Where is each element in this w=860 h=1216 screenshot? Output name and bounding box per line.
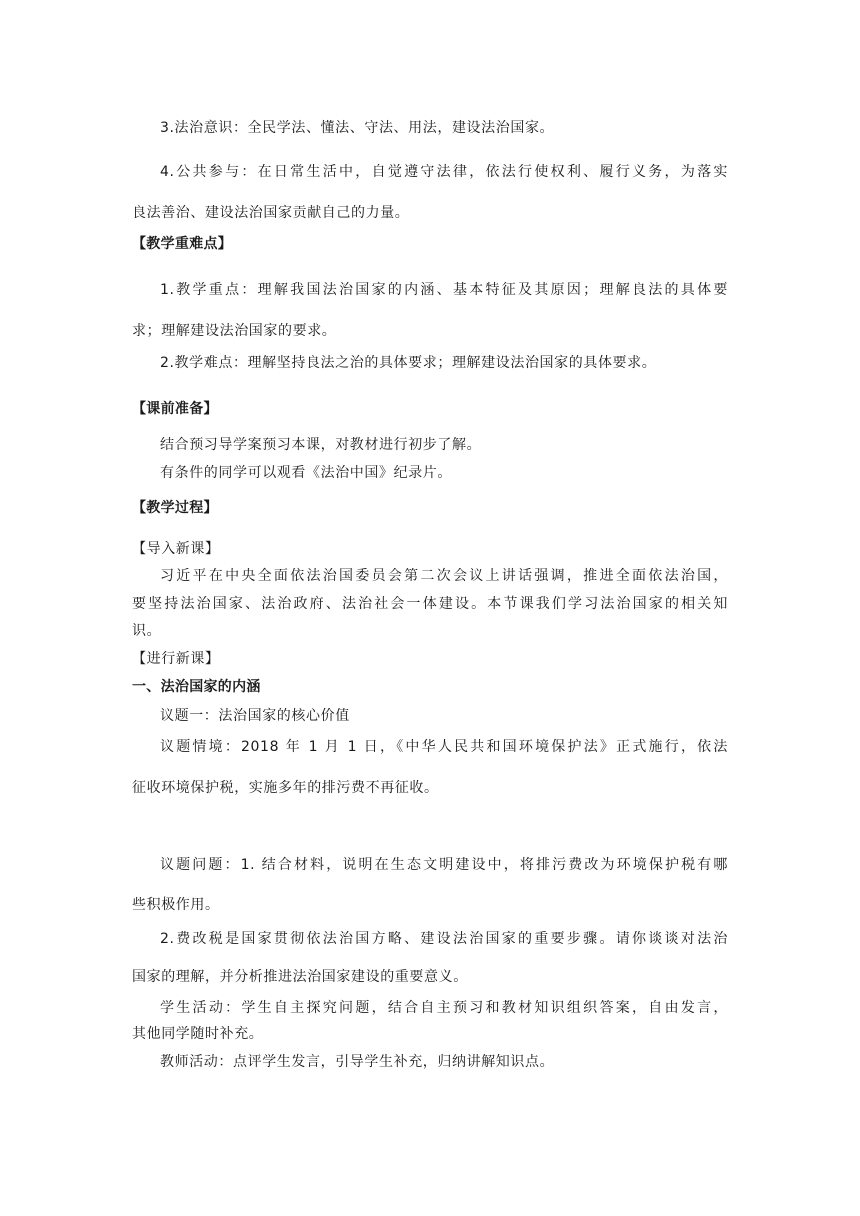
new-lesson-heading: 【进行新课】 — [132, 651, 220, 667]
key-point-2: 2.教学难点：理解坚持良法之治的具体要求；理解建设法治国家的具体要求。 — [160, 355, 657, 371]
question-1-line-2: 些积极作用。 — [132, 897, 220, 913]
topic-1: 议题一：法治国家的核心价值 — [160, 708, 350, 724]
preparation-line-1: 结合预习导学案预习本课，对教材进行初步了解。 — [160, 437, 482, 453]
objective-item-3: 3.法治意识：全民学法、懂法、守法、用法，建设法治国家。 — [160, 120, 555, 136]
intro-line-2: 要坚持法治国家、法治政府、法治社会一体建设。本节课我们学习法治国家的相关知 — [132, 596, 728, 612]
student-activity-line-2: 其他同学随时补充。 — [132, 1026, 264, 1042]
question-1-line-1: 议题问题：1. 结合材料，说明在生态文明建设中，将排污费改为环境保护税有哪 — [160, 857, 728, 873]
objective-item-4-line-1: 4.公共参与：在日常生活中，自觉遵守法律，依法行使权利、履行义务，为落实 — [160, 164, 728, 180]
objective-item-4-line-2: 良法善治、建设法治国家贡献自己的力量。 — [132, 205, 410, 221]
preparation-line-2: 有条件的同学可以观看《法治中国》纪录片。 — [160, 465, 452, 481]
intro-line-3: 识。 — [132, 623, 162, 639]
intro-line-1: 习近平在中央全面依法治国委员会第二次会议上讲话强调，推进全面依法治国， — [160, 568, 728, 584]
intro-heading: 【导入新课】 — [132, 541, 220, 557]
section-1-heading: 一、法治国家的内涵 — [132, 679, 261, 695]
preparation-heading: 【课前准备】 — [132, 401, 218, 417]
question-2-line-1: 2.费改税是国家贯彻依法治国方略、建设法治国家的重要步骤。请你谈谈对法治 — [160, 931, 728, 947]
key-point-1-line-1: 1.教学重点：理解我国法治国家的内涵、基本特征及其原因；理解良法的具体要 — [160, 282, 728, 298]
question-2-line-2: 国家的理解，并分析推进法治国家建设的重要意义。 — [132, 969, 468, 985]
process-heading: 【教学过程】 — [132, 500, 218, 516]
student-activity-line-1: 学生活动：学生自主探究问题，结合自主预习和教材知识组织答案，自由发言， — [160, 1000, 728, 1016]
key-point-1-line-2: 求；理解建设法治国家的要求。 — [132, 323, 337, 339]
teacher-activity: 教师活动：点评学生发言，引导学生补充，归纳讲解知识点。 — [160, 1054, 555, 1070]
situation-line-2: 征收环境保护税，实施多年的排污费不再征收。 — [132, 780, 439, 796]
key-points-heading: 【教学重难点】 — [132, 236, 233, 252]
situation-line-1: 议题情境：2018 年 1 月 1 日，《中华人民共和国环境保护法》正式施行，依法 — [160, 739, 728, 755]
